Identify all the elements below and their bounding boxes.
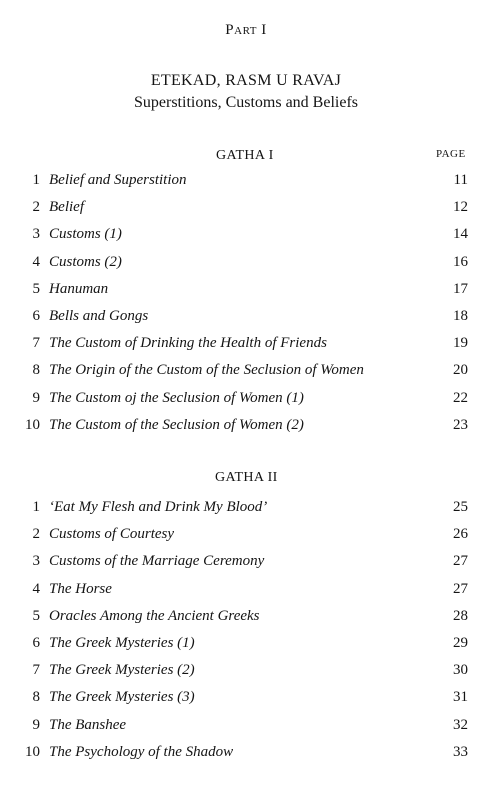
entry-page: 33: [453, 743, 468, 760]
entry-page: 19: [453, 335, 468, 352]
entry-number: 5: [32, 280, 40, 297]
toc-entry[interactable]: [0, 603, 492, 630]
section-heading-gatha-1: GATHA I: [216, 148, 274, 163]
toc-entry[interactable]: [0, 167, 492, 194]
entry-number: 1: [32, 172, 40, 188]
entry-page: 12: [453, 199, 468, 216]
section-heading-gatha-2: GATHA II: [215, 470, 278, 485]
entry-number: 8: [32, 362, 40, 379]
entry-title: Belief: [49, 199, 84, 216]
toc-entry[interactable]: [0, 684, 492, 711]
entry-page: 27: [453, 553, 468, 570]
entry-number: 6: [32, 634, 40, 651]
entry-number: 2: [32, 199, 40, 216]
book-subtitle: Superstitions, Customs and Beliefs: [134, 94, 358, 111]
entry-number: 7: [32, 662, 40, 679]
toc-entry[interactable]: [0, 712, 492, 739]
entry-number: 3: [32, 553, 40, 570]
entry-page: 16: [453, 253, 468, 270]
entry-page: 17: [453, 280, 468, 297]
entry-title: The Origin of the Custom of the Seclusion of Women: [49, 362, 364, 379]
toc-entry[interactable]: [0, 357, 492, 384]
page-column-heading: PAGE: [436, 148, 466, 160]
entry-page: 11: [453, 172, 468, 188]
entry-page: 29: [453, 634, 468, 651]
entry-title: Hanuman: [49, 280, 109, 297]
entry-number: 4: [32, 253, 40, 270]
book-title: ETEKAD, RASM U RAVAJ: [150, 72, 342, 89]
entry-page: 22: [453, 389, 468, 406]
toc-entry[interactable]: [0, 330, 492, 357]
toc-entry[interactable]: [0, 276, 492, 303]
entry-title: The Greek Mysteries (3): [49, 689, 195, 706]
entry-page: 26: [453, 526, 468, 543]
toc-list-gatha-2: [0, 494, 492, 766]
toc-entry[interactable]: [0, 657, 492, 684]
entry-number: 7: [32, 335, 40, 352]
entry-title: The Psychology of the Shadow: [49, 743, 234, 760]
toc-entry[interactable]: [0, 576, 492, 603]
toc-list-gatha-1: [0, 167, 492, 439]
toc-entry[interactable]: [0, 548, 492, 575]
entry-page: 28: [453, 607, 468, 624]
entry-title: The Horse: [49, 580, 112, 597]
entry-page: 18: [453, 307, 468, 324]
part-title: Part I: [225, 22, 267, 38]
entry-title: Bells and Gongs: [49, 307, 149, 324]
toc-entry[interactable]: [0, 249, 492, 276]
entry-number: 4: [32, 580, 40, 597]
entry-title: Oracles Among the Ancient Greeks: [49, 607, 260, 624]
entry-page: 31: [453, 689, 468, 706]
entry-title: Customs of Courtesy: [49, 526, 175, 543]
entry-number: 5: [32, 607, 40, 624]
toc-entry[interactable]: [0, 221, 492, 248]
entry-number: 2: [32, 526, 40, 543]
entry-page: 23: [453, 416, 468, 433]
entry-title: The Custom of Drinking the Health of Friends: [49, 335, 327, 352]
toc-entry[interactable]: [0, 739, 492, 766]
entry-title: Customs (1): [49, 226, 122, 243]
entry-title: The Custom oj the Seclusion of Women (1): [49, 389, 304, 406]
toc-entry[interactable]: [0, 194, 492, 221]
entry-title: Belief and Superstition: [49, 172, 187, 188]
entry-title: The Custom of the Seclusion of Women (2): [49, 416, 304, 433]
entry-number: 9: [32, 716, 40, 733]
entry-number: 3: [32, 226, 40, 243]
entry-page: 32: [453, 716, 468, 733]
entry-number: 10: [25, 416, 40, 433]
toc-entry[interactable]: [0, 412, 492, 439]
toc-entry[interactable]: [0, 630, 492, 657]
toc-entry[interactable]: [0, 303, 492, 330]
entry-number: 8: [32, 689, 40, 706]
entry-title: Customs (2): [49, 253, 122, 270]
entry-page: 14: [453, 226, 468, 243]
toc-entry[interactable]: [0, 494, 492, 521]
entry-number: 10: [25, 743, 40, 760]
entry-page: 25: [453, 499, 468, 515]
toc-entry[interactable]: [0, 521, 492, 548]
entry-title: ‘Eat My Flesh and Drink My Blood’: [49, 499, 268, 515]
entry-title: The Greek Mysteries (1): [49, 634, 195, 651]
entry-number: 9: [32, 389, 40, 406]
entry-number: 1: [32, 499, 40, 515]
toc-entry[interactable]: [0, 385, 492, 412]
entry-page: 20: [453, 362, 468, 379]
entry-title: Customs of the Marriage Ceremony: [49, 553, 265, 570]
entry-page: 27: [453, 580, 468, 597]
entry-title: The Banshee: [49, 716, 127, 733]
entry-title: The Greek Mysteries (2): [49, 662, 195, 679]
entry-page: 30: [453, 662, 468, 679]
entry-number: 6: [32, 307, 40, 324]
